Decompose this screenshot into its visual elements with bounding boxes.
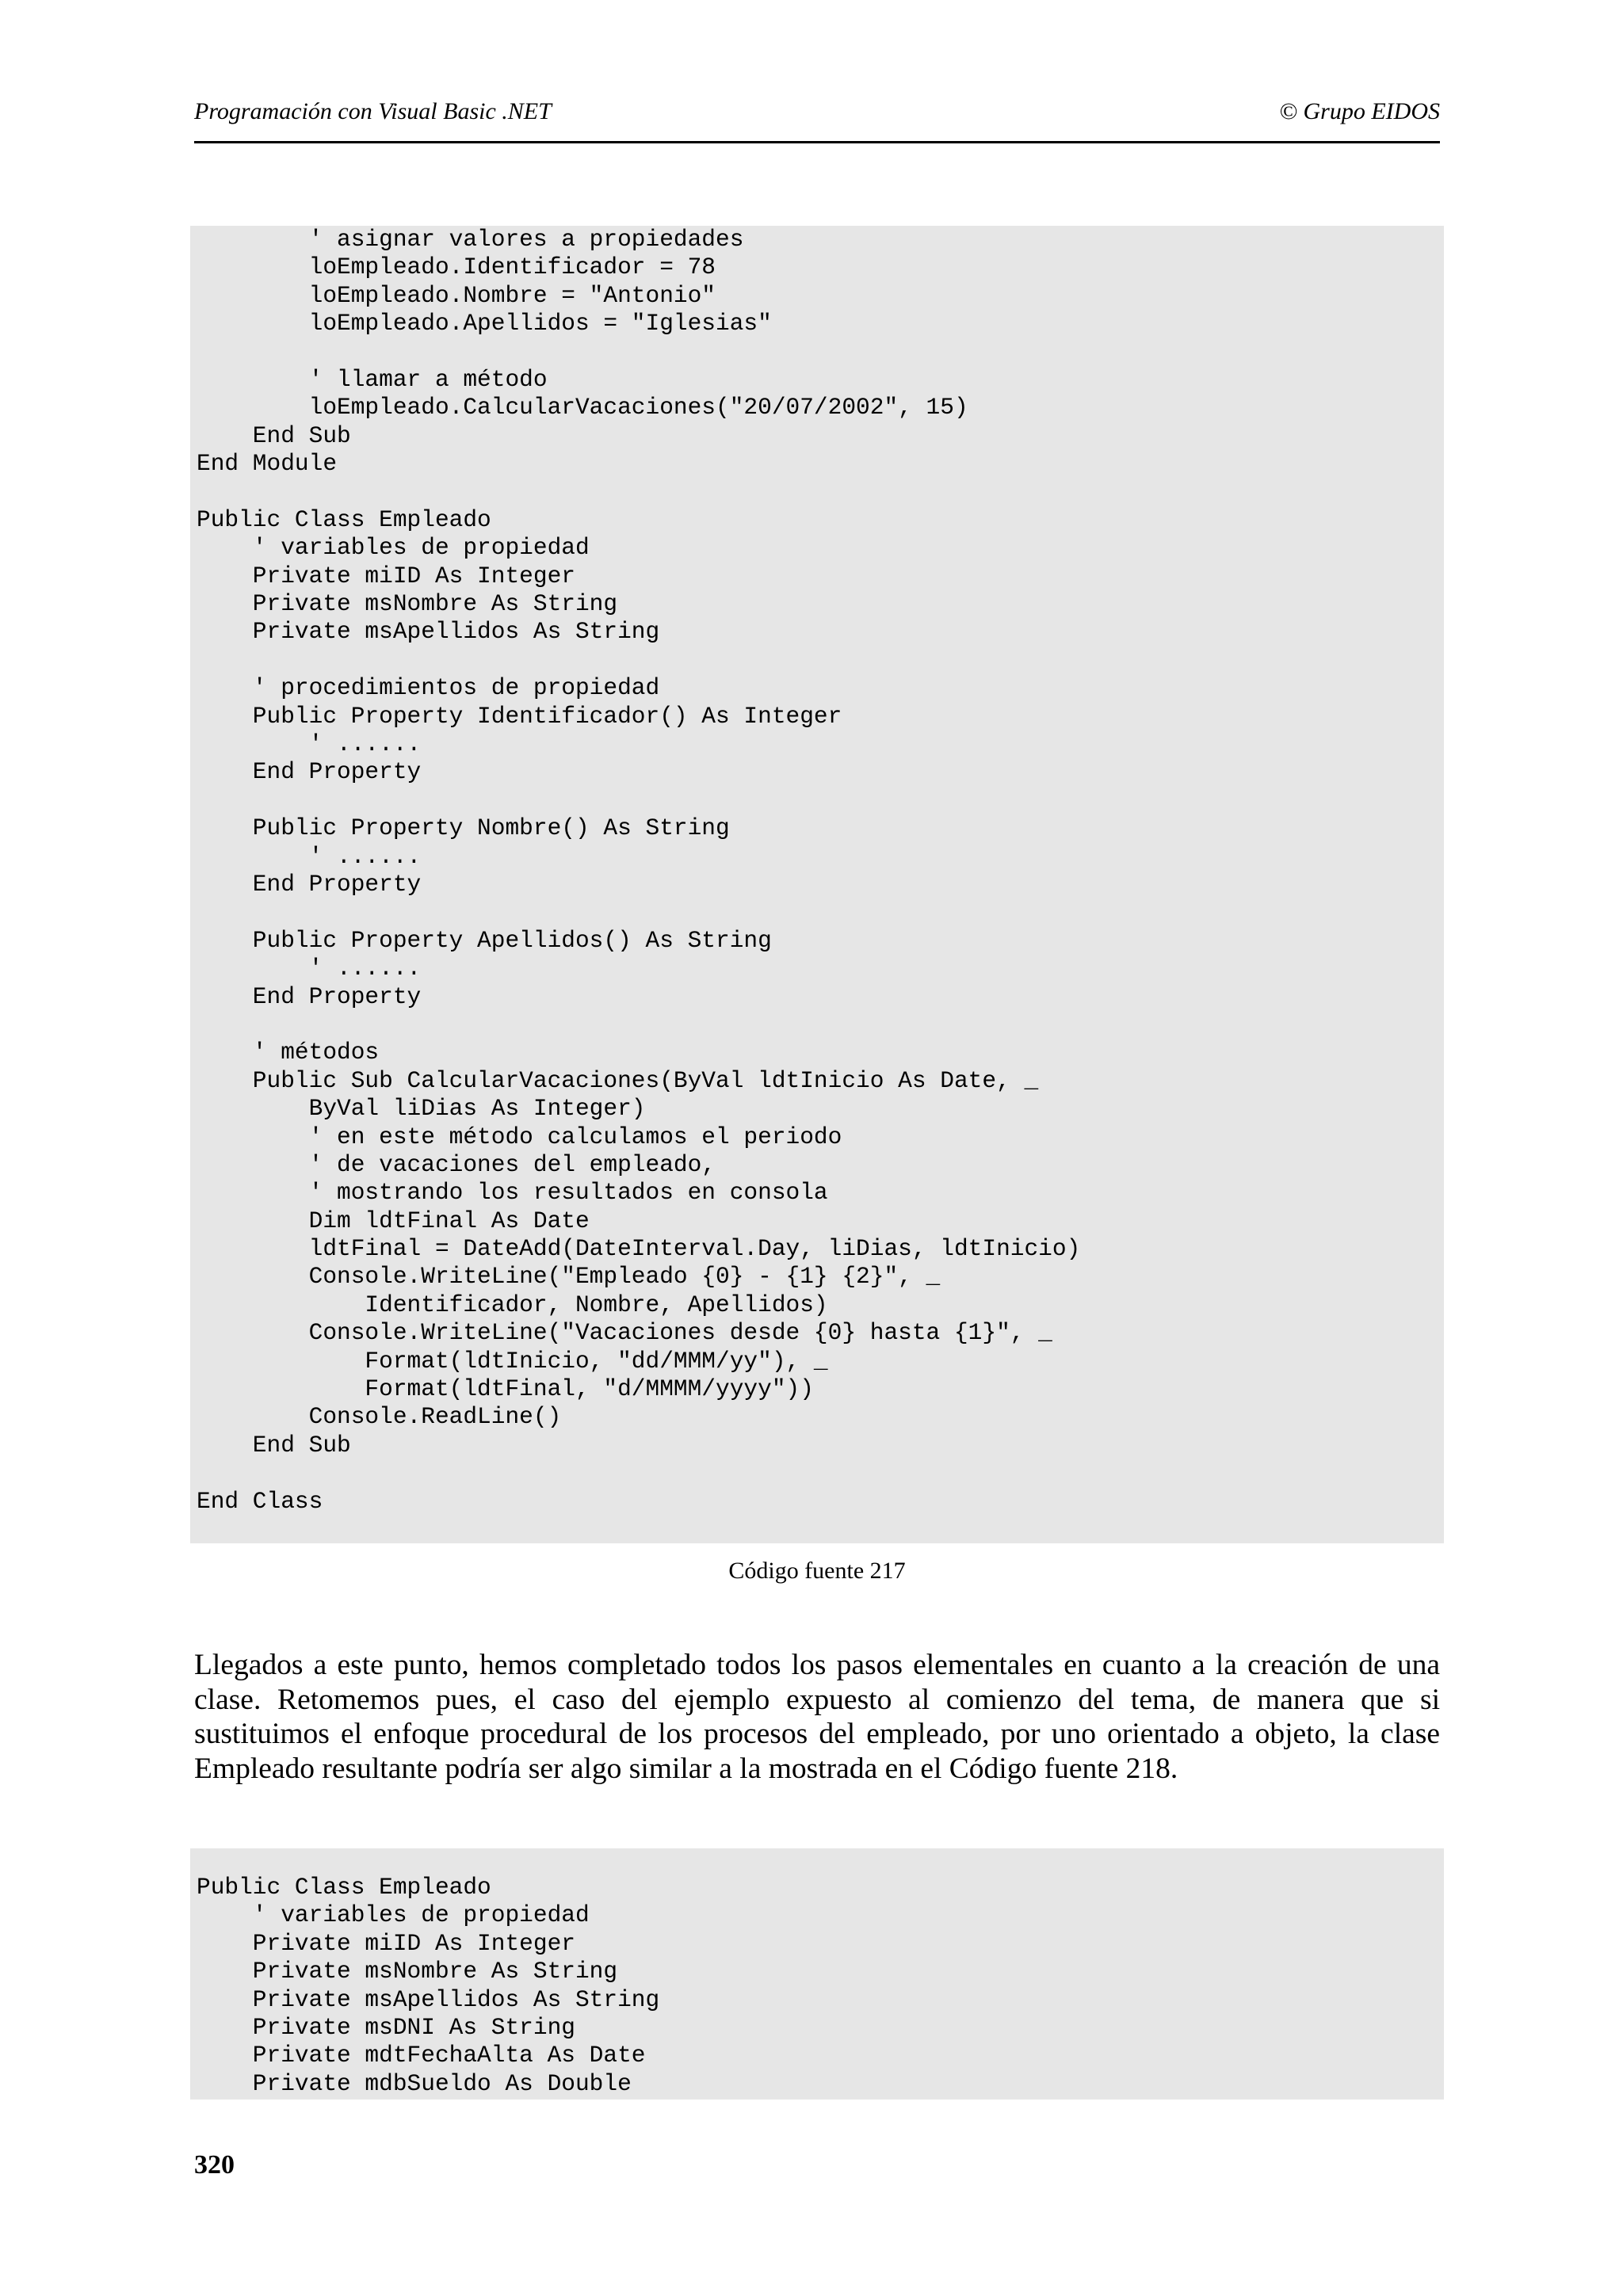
code-line: Dim ldtFinal As Date [197, 1207, 590, 1234]
code-line: Public Property Apellidos() As String [197, 926, 772, 954]
code-line: End Sub [197, 421, 351, 449]
code-line: Public Class Empleado [197, 1874, 491, 1901]
code-line: Identificador, Nombre, Apellidos) [197, 1291, 828, 1318]
code-line: Private msNombre As String [197, 590, 618, 618]
code-line: Format(ldtInicio, "dd/MMM/yy"), _ [197, 1347, 828, 1375]
code-line: Private mdbSueldo As Double [197, 2069, 632, 2097]
code-line: Private msApellidos As String [197, 618, 660, 646]
code-line: End Module [197, 450, 338, 478]
code-line: Public Property Nombre() As String [197, 814, 730, 842]
code-line: ' asignar valores a propiedades [197, 226, 744, 253]
code-line [197, 646, 1444, 674]
code-line: loEmpleado.CalcularVacaciones("20/07/2002", 15) [197, 394, 968, 421]
code-line: ' variables de propiedad [197, 1901, 590, 1929]
code-line: ' procedimientos de propiedad [197, 674, 660, 702]
code-line: Private mdtFechaAlta As Date [197, 2042, 646, 2069]
code-line: Private msNombre As String [197, 1958, 618, 1985]
code-line: Console.WriteLine("Empleado {0} - {1} {2}", _ [197, 1263, 941, 1291]
code-line [197, 479, 1444, 506]
code-line: End Sub [197, 1431, 351, 1459]
code-line: ldtFinal = DateAdd(DateInterval.Day, liDias, ldtInicio) [197, 1235, 1081, 1263]
code-line: ' mostrando los resultados en consola [197, 1179, 828, 1207]
code-line: ' ...... [197, 955, 422, 982]
code-line [197, 1459, 1444, 1487]
header-book-title: Programación con Visual Basic .NET [194, 98, 552, 124]
code-line [197, 898, 1444, 926]
page-header [194, 93, 1440, 143]
code-line: ' en este método calculamos el periodo [197, 1123, 842, 1150]
page-number: 320 [194, 2150, 235, 2180]
code-line: loEmpleado.Nombre = "Antonio" [197, 281, 716, 309]
code-line: Console.WriteLine("Vacaciones desde {0} hasta {1}", _ [197, 1319, 1052, 1347]
code-line: Format(ldtFinal, "d/MMMM/yyyy")) [197, 1375, 814, 1403]
code-line [197, 787, 1444, 814]
code-line: Private msDNI As String [197, 2013, 575, 2041]
code-line: ' variables de propiedad [197, 534, 590, 562]
code-line: loEmpleado.Identificador = 78 [197, 254, 716, 281]
code-line: End Property [197, 982, 422, 1010]
code-line: Private msApellidos As String [197, 1985, 660, 2013]
code-line: Public Sub CalcularVacaciones(ByVal ldtInicio As Date, _ [197, 1066, 1039, 1094]
code-line: Public Property Identificador() As Integer [197, 702, 842, 730]
body-paragraph: Llegados a este punto, hemos completado todos los pasos elementales en cuanto a la creación de una clase. Retomemos pues, el caso del ejemplo expuesto al comienzo del tema, de manera que si sustituimos el enfoque procedural de los procesos del empleado, por uno orientado a objeto, la clase Empleado resultante podría ser algo similar a la mostrada en el Código fuente 218. [194, 1649, 1440, 1785]
code-line: End Property [197, 870, 422, 898]
code-line: ' ...... [197, 730, 422, 758]
code-block-217 [190, 226, 1444, 1543]
code-line: ' de vacaciones del empleado, [197, 1150, 716, 1178]
code-line: loEmpleado.Apellidos = "Iglesias" [197, 310, 772, 338]
code-line: Private miID As Integer [197, 562, 575, 589]
code-line: ' ...... [197, 842, 422, 870]
code-line: ' llamar a método [197, 365, 548, 393]
header-publisher: © Grupo EIDOS [1279, 98, 1440, 124]
code-line: ' métodos [197, 1039, 380, 1066]
code-line [197, 338, 1444, 366]
code-line: End Property [197, 758, 422, 786]
code-line: End Class [197, 1487, 323, 1515]
code-line [197, 1011, 1444, 1039]
code-block-218 [190, 1848, 1444, 2100]
code-caption: Código fuente 217 [728, 1558, 906, 1584]
code-line: ByVal liDias As Integer) [197, 1095, 646, 1123]
code-line: Public Class Empleado [197, 505, 491, 533]
code-line: Console.ReadLine() [197, 1403, 562, 1431]
code-line: Private miID As Integer [197, 1929, 575, 1957]
